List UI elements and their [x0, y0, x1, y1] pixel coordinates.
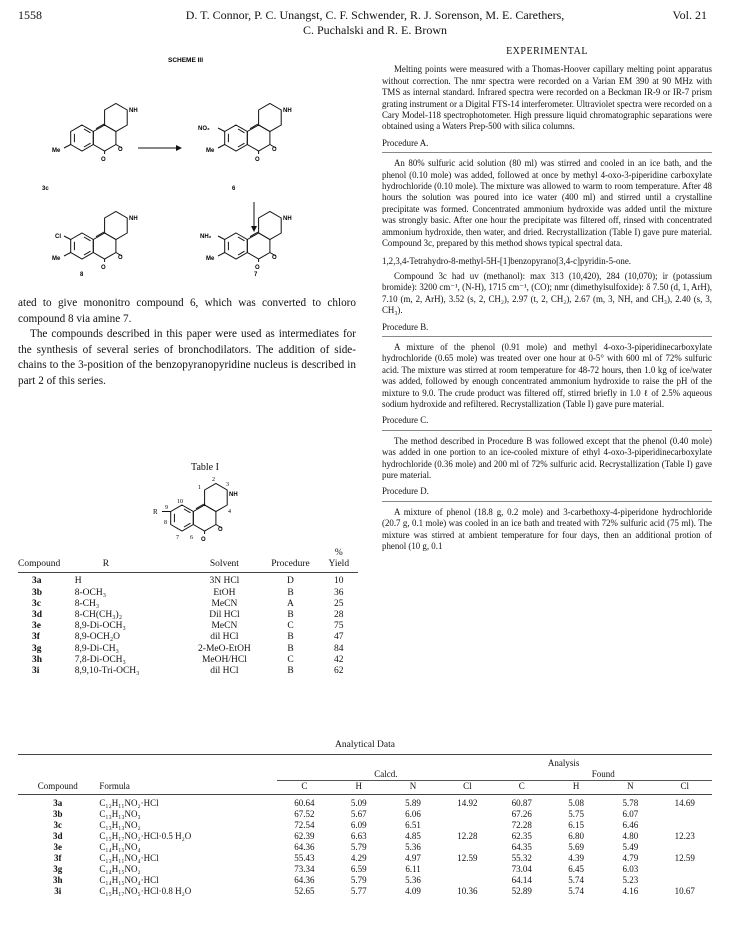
structure-7 — [200, 212, 292, 272]
cell-found-c: 60.87 — [511, 798, 532, 808]
cell-calc-cl: 14.92 — [457, 798, 478, 808]
cell-calc-n: 5.89 — [405, 798, 421, 808]
structure-8 — [52, 212, 138, 272]
cell-formula: C₁₃H₁₃NO₂ — [99, 820, 141, 830]
col-compound: Compound — [18, 548, 73, 573]
cell-compound: 3f — [32, 632, 40, 643]
methyl-label: Me — [206, 256, 215, 262]
ring-number: 8 — [164, 520, 167, 526]
cell-compound: 3h — [52, 875, 63, 885]
col-found-h: H — [549, 781, 603, 795]
cell-formula: C₁₄H₁₅NO₂ — [99, 864, 141, 874]
col-found-c: C — [495, 781, 549, 795]
cell-r: 7,8-Di-OCH₃ — [74, 654, 126, 665]
cell-compound: 3i — [54, 886, 62, 896]
amino-label: NH₂ — [200, 234, 212, 240]
ring-number: 2 — [212, 477, 215, 483]
cell-procedure: D — [287, 576, 294, 587]
col-yield-label: Yield — [328, 559, 350, 570]
cell-formula: C₁₅H₁₇NO₅·HCl·0.8 H₂O — [99, 886, 192, 896]
cell-found-n: 5.78 — [622, 798, 639, 808]
cell-procedure: B — [287, 643, 294, 654]
cell-r: 8,9-Di-CH₃ — [74, 643, 119, 654]
cell-formula: C₁₄H₁₅NO₄·HCl — [99, 875, 159, 885]
cell-calc-n: 5.36 — [405, 875, 421, 885]
ring-number: 10 — [177, 499, 183, 505]
cell-solvent: Dil HCl — [209, 610, 240, 621]
cell-compound: 3c — [32, 598, 41, 609]
cell-calc-cl: 12.59 — [457, 853, 478, 863]
ring-number: 4 — [228, 509, 231, 515]
col-procedure: Procedure — [261, 548, 319, 573]
cell-calc-n: 6.51 — [405, 820, 421, 830]
cell-compound: 3a — [32, 576, 42, 587]
cell-formula: C₁₄H₁₅NO₄ — [99, 842, 141, 852]
cell-solvent: EtOH — [213, 587, 236, 598]
compound-label-3c: 3c — [42, 186, 49, 192]
col-yield — [320, 548, 358, 573]
cell-calc-cl — [440, 842, 494, 853]
cell-calc-n: 5.36 — [405, 842, 421, 852]
cell-calc-cl: 12.28 — [457, 831, 478, 841]
cell-yield: 10 — [334, 576, 344, 587]
table-row — [18, 573, 358, 588]
svg-text:O: O — [272, 147, 277, 153]
cell-found-h: 6.45 — [568, 864, 584, 874]
procedure-d-text: A mixture of phenol (18.8 g, 0.2 mole) and 3-carbethoxy-4-piperidone hydrochloride (20.7 g, 0.1 mole) was cooled in an ice bath and treated with 72% sulfuric acid (75 ml). The mixture was stirred at ambient temperature for four days, then an additional protion of phenol (10 g, 0.1 — [382, 506, 712, 552]
table-row — [18, 599, 358, 610]
cell-r: H — [74, 576, 82, 587]
cell-calc-h: 5.77 — [350, 886, 367, 896]
cell-calc-n: 4.09 — [405, 886, 421, 896]
cell-calc-cl — [440, 875, 494, 886]
table-1-structure — [130, 470, 270, 550]
cell-procedure: A — [287, 598, 294, 609]
cell-found-cl: 12.23 — [674, 831, 695, 841]
cell-calc-cl — [440, 820, 494, 831]
cell-yield: 28 — [334, 610, 344, 621]
paragraph-intermediates: The compounds described in this paper were used as intermediates for the synthesis of several series of bronchodilators. The addition of side-chains to the 3-position of the benzopyranopyridine nucleus is described in part 2 of this series. — [18, 328, 356, 387]
cell-calc-c: 73.34 — [294, 864, 315, 874]
svg-text:O: O — [255, 265, 260, 271]
cell-calc-h: 5.79 — [350, 842, 367, 852]
cell-compound: 3e — [53, 842, 62, 852]
cell-formula: C₁₅H₁₇NO₂·HCl·0.5 H₂O — [99, 831, 192, 841]
methyl-label: Me — [206, 148, 215, 154]
cell-calc-h: 4.29 — [350, 853, 367, 863]
ring-number: 1 — [198, 485, 201, 491]
cell-found-cl — [658, 864, 712, 875]
cell-calc-c: 64.36 — [294, 842, 315, 852]
left-column-text — [18, 296, 356, 390]
procedure-d-title: Procedure D. — [382, 486, 712, 501]
cell-compound: 3c — [53, 820, 62, 830]
cell-formula: C₁₃H₁₃NO₃ — [99, 809, 141, 819]
cell-procedure: B — [287, 587, 294, 598]
cell-found-cl — [658, 809, 712, 820]
cell-calc-cl: 10.36 — [457, 886, 478, 896]
col-calc-cl: Cl — [440, 781, 494, 795]
cell-formula: C₁₂H₁₁NO₂·HCl — [99, 798, 159, 808]
reaction-arrow-down — [251, 202, 257, 232]
procedure-c-text: The method described in Procedure B was followed except that the phenol (0.40 mole) was added in one portion to an ice-cooled mixture of ethyl 4-oxo-3-piperidinecarboxylate hydrochloride (0.36 mole) and 200 ml of 72% sulfuric acid. Recrystallization (Table I) gave pure material. — [382, 435, 712, 480]
svg-text:O: O — [272, 255, 277, 261]
table-row — [18, 842, 712, 853]
cell-solvent: dil HCl — [210, 666, 239, 677]
cell-yield: 62 — [334, 666, 344, 677]
table-row — [18, 886, 712, 897]
cell-calc-h: 6.63 — [350, 831, 367, 841]
cell-found-c: 73.04 — [511, 864, 532, 874]
cell-r: 8,9,10-Tri-OCH₃ — [74, 666, 140, 677]
cell-solvent: MeCN — [211, 621, 238, 632]
nh-label: NH — [283, 216, 292, 222]
cell-compound: 3b — [32, 587, 43, 598]
experimental-intro: Melting points were measured with a Thomas-Hoover capillary melting point apparatus without correction. The nmr spectra were recorded on a Varian EM 390 at 90 MHz with TMS as internal standard. Infrared spectra were recorded on a Beckman IR-9 or IR-7 prism grating instrument or a Digital FTS-14 interferometer. Ultraviolet spectra were recorded on a Cary Model-118 spectrophotometer. High pressure liquid chromatographic separations were obtained using a Waters Prep-500 with silica columns. — [382, 64, 712, 132]
cell-calc-n: 6.06 — [405, 809, 421, 819]
cell-yield: 75 — [334, 621, 344, 632]
ring-number: 3 — [226, 482, 229, 488]
cell-yield: 84 — [334, 643, 344, 654]
cell-yield: 36 — [334, 587, 344, 598]
table-row — [18, 588, 358, 599]
cell-compound: 3g — [32, 643, 42, 654]
cell-found-c: 62.35 — [511, 831, 532, 841]
cell-calc-c: 67.52 — [294, 809, 315, 819]
cell-found-cl — [658, 842, 712, 853]
compound-label-7: 7 — [254, 272, 258, 278]
cell-found-c: 67.26 — [511, 809, 532, 819]
compound-name: 1,2,3,4-Tetrahydro-8-methyl-5H-[1]benzopyrano[3,4-c]pyridin-5-one. — [382, 255, 632, 266]
cell-found-h: 5.74 — [568, 875, 584, 885]
ring-number: 7 — [176, 535, 179, 541]
compound-label-6: 6 — [232, 186, 236, 192]
cell-compound: 3h — [32, 654, 43, 665]
table-row — [18, 864, 712, 875]
cell-found-cl: 14.69 — [674, 798, 695, 808]
svg-text:O: O — [101, 157, 106, 163]
cell-calc-c: 52.65 — [294, 886, 315, 896]
ring-number: 6 — [190, 535, 193, 541]
table-row — [18, 655, 358, 666]
cell-found-cl: 10.67 — [674, 886, 695, 896]
procedure-a-title: Procedure A. — [382, 138, 712, 153]
authors-line-2: C. Puchalski and R. E. Brown — [303, 23, 447, 37]
cell-compound: 3e — [32, 621, 41, 632]
cell-found-h: 4.39 — [568, 853, 584, 863]
cell-yield: 47 — [334, 632, 344, 643]
cell-found-n: 5.49 — [622, 842, 639, 852]
table-row — [18, 831, 712, 842]
analytical-data-table — [18, 754, 712, 897]
structure-3c — [52, 104, 138, 164]
cell-found-cl — [658, 820, 712, 831]
cell-calc-c: 62.39 — [294, 831, 315, 841]
volume-label: Vol. 21 — [672, 8, 707, 22]
cell-calc-cl — [440, 864, 494, 875]
nh-label: NH — [283, 108, 292, 114]
cell-r: 8,9-Di-OCH₃ — [74, 621, 126, 632]
r-group-label: R — [153, 508, 158, 516]
compound-spectral-data: Compound 3c had uv (methanol): max 313 (10,420), 284 (10,070); ir (potassium bromide): 3200 cm⁻¹, (N-H), 1715 cm⁻¹, (CO); nmr (dimethylsulfoxide): δ 7.50 (d, 1, ArH), 7.10 (m, 2, ArH), 3.52 (s, 2, CH₂), 2.97 (t, 2, CH₂), 2.67 (m, 3, NH, and CH₃), 2.40 (s, 3, CH₃). — [382, 270, 712, 316]
table-1-title: Table I — [191, 462, 219, 473]
procedure-b-title: Procedure B. — [382, 322, 712, 337]
methyl-label: Me — [52, 148, 61, 154]
calcd-header: Calcd. — [277, 769, 494, 781]
cell-found-h: 5.08 — [568, 798, 584, 808]
oxygen-label: O — [218, 527, 223, 533]
col-calc-n: N — [386, 781, 440, 795]
cell-calc-n: 4.97 — [405, 853, 421, 863]
cell-procedure: B — [287, 632, 294, 643]
cell-compound: 3i — [32, 666, 40, 677]
col-yield-percent: % — [334, 548, 343, 558]
cell-solvent: dil HCl — [210, 632, 239, 643]
col-solvent: Solvent — [187, 548, 261, 573]
analytical-data-title: Analytical Data — [335, 740, 395, 750]
table-1 — [18, 548, 358, 677]
table-row — [18, 632, 358, 643]
procedure-c-title: Procedure C. — [382, 415, 712, 430]
cell-solvent: MeCN — [211, 598, 238, 609]
cell-calc-n: 4.85 — [405, 831, 421, 841]
cell-solvent: 2-MeO-EtOH — [198, 643, 251, 654]
cell-calc-h: 5.79 — [350, 875, 367, 885]
cell-found-c: 64.14 — [511, 875, 532, 885]
found-header: Found — [495, 769, 712, 781]
col-found-n: N — [603, 781, 657, 795]
table-row — [18, 795, 712, 810]
cell-procedure: C — [287, 621, 294, 632]
cell-found-n: 6.07 — [622, 809, 639, 819]
reaction-arrow-right — [138, 145, 182, 151]
authors — [120, 8, 630, 38]
cell-found-h: 5.74 — [568, 886, 584, 896]
cell-found-n: 5.23 — [622, 875, 639, 885]
cell-r: 8-OCH₃ — [74, 587, 107, 598]
section-title: EXPERIMENTAL — [506, 46, 588, 57]
cell-compound: 3d — [52, 831, 63, 841]
cell-found-n: 6.03 — [622, 864, 639, 874]
table-row — [18, 621, 358, 632]
cell-calc-h: 6.09 — [350, 820, 367, 830]
cell-compound: 3b — [52, 809, 63, 819]
cell-r: 8,9-OCH₂O — [74, 632, 121, 643]
cell-yield: 25 — [334, 598, 344, 609]
cell-found-h: 5.75 — [568, 809, 584, 819]
svg-text:O: O — [118, 255, 123, 261]
table-row — [18, 666, 358, 677]
chloro-label: Cl — [55, 234, 61, 240]
cell-yield: 42 — [334, 654, 344, 665]
paragraph-continuation: ated to give mononitro compound 6, which was converted to chloro compound 8 via amine 7. — [18, 297, 356, 325]
cell-calc-c: 60.64 — [294, 798, 315, 808]
svg-text:O: O — [118, 147, 123, 153]
table-row — [18, 809, 712, 820]
cell-found-c: 52.89 — [511, 886, 532, 896]
nh-label: NH — [129, 108, 138, 114]
cell-found-n: 6.46 — [622, 820, 639, 830]
scheme-title: SCHEME III — [168, 57, 204, 64]
cell-found-c: 55.32 — [511, 853, 532, 863]
analytical-data-body — [18, 795, 712, 898]
cell-compound: 3f — [53, 853, 62, 863]
structure-6 — [198, 104, 292, 164]
procedure-a-text: An 80% sulfuric acid solution (80 ml) was stirred and cooled in an ice bath, and the phenol (0.10 mole) was added, followed at once by methyl 4-oxo-3-piperidine carboxylate hydrochloride (0.10 mole). The mixture was allowed to warm to room temperature. After 48 hours the solution was poured into ice water (400 ml) and stirred until a crystalline precipitate was formed. Concentrated ammonium hydroxide was added until the mixture was strongly basic. After one hour the precipitate was filtered off, rinsed with concentrated ammonium hydroxide, then water, and dried. Recrystallization (Table I) gave pure material. Compound 3c, prepared by this method shows typical spectral data. — [382, 158, 712, 249]
compound-label-8: 8 — [80, 272, 84, 278]
cell-compound: 3d — [32, 610, 43, 621]
methyl-label: Me — [52, 256, 61, 262]
cell-r: 8-CH(CH₃)₂ — [74, 610, 123, 621]
cell-calc-h: 5.67 — [350, 809, 367, 819]
cell-calc-cl — [440, 809, 494, 820]
procedure-b-text: A mixture of the phenol (0.91 mole) and methyl 4-oxo-3-piperidinecarboxylate hydrochloride (0.65 mole) was treated over one hour at 0-5° with 600 ml of 72% sulfuric acid. The mixture was stirred at room temperature for 48-72 hours, then 1.0 kg of ice/water was added, followed by enough concentrated ammonium hydroxide to raise the pH of the mixture to 9.0. The crude product was filtered off, stirred briefly in 1.0 ℓ of 2.5% aqueous sodium hydroxide and refiltered. Recrystallization (Table I) gave pure material. — [382, 341, 712, 409]
cell-solvent: MeOH/HCl — [201, 654, 247, 665]
cell-calc-h: 6.59 — [350, 864, 367, 874]
table-1-body — [18, 573, 358, 677]
cell-found-n: 4.16 — [622, 886, 639, 896]
cell-found-c: 64.35 — [511, 842, 532, 852]
experimental-section — [382, 46, 712, 557]
cell-calc-h: 5.09 — [350, 798, 367, 808]
authors-line-1: D. T. Connor, P. C. Unangst, C. F. Schwender, R. J. Sorenson, M. E. Carethers, — [185, 8, 565, 22]
col-r: R — [73, 548, 188, 573]
table-row — [18, 853, 712, 864]
col-formula: Formula — [97, 781, 277, 795]
cell-formula: C₁₃H₁₁NO₄·HCl — [99, 853, 159, 863]
table-row — [18, 644, 358, 655]
svg-text:O: O — [255, 157, 260, 163]
col-found-cl: Cl — [658, 781, 712, 795]
scheme-iii-diagram — [18, 50, 363, 280]
analysis-header: Analysis — [277, 755, 712, 770]
svg-text:O: O — [101, 265, 106, 271]
col-compound: Compound — [18, 781, 97, 795]
table-row — [18, 610, 358, 621]
nitro-label: NO₂ — [198, 126, 210, 132]
oxygen-label: O — [201, 537, 206, 543]
nh-label: NH — [129, 216, 138, 222]
cell-calc-c: 55.43 — [294, 853, 315, 863]
cell-calc-n: 6.11 — [405, 864, 421, 874]
cell-calc-c: 72.54 — [294, 820, 315, 830]
cell-procedure: B — [287, 610, 294, 621]
cell-compound: 3a — [53, 798, 63, 808]
cell-found-cl — [658, 875, 712, 886]
ring-number: 9 — [165, 505, 168, 511]
cell-r: 8-CH₃ — [74, 598, 100, 609]
cell-solvent: 3N HCl — [209, 576, 240, 587]
nh-label: NH — [229, 492, 238, 498]
cell-found-n: 4.80 — [622, 831, 639, 841]
col-calc-h: H — [332, 781, 386, 795]
cell-found-cl: 12.59 — [674, 853, 695, 863]
table-row — [18, 820, 712, 831]
cell-found-h: 6.80 — [568, 831, 584, 841]
cell-found-c: 72.28 — [511, 820, 532, 830]
cell-found-h: 6.15 — [568, 820, 584, 830]
cell-found-h: 5.69 — [568, 842, 584, 852]
page-number: 1558 — [18, 8, 42, 22]
cell-compound: 3g — [53, 864, 63, 874]
cell-procedure: B — [287, 666, 294, 677]
cell-procedure: C — [287, 654, 294, 665]
cell-found-n: 4.79 — [622, 853, 639, 863]
col-calc-c: C — [277, 781, 331, 795]
table-row — [18, 875, 712, 886]
cell-calc-c: 64.36 — [294, 875, 315, 885]
